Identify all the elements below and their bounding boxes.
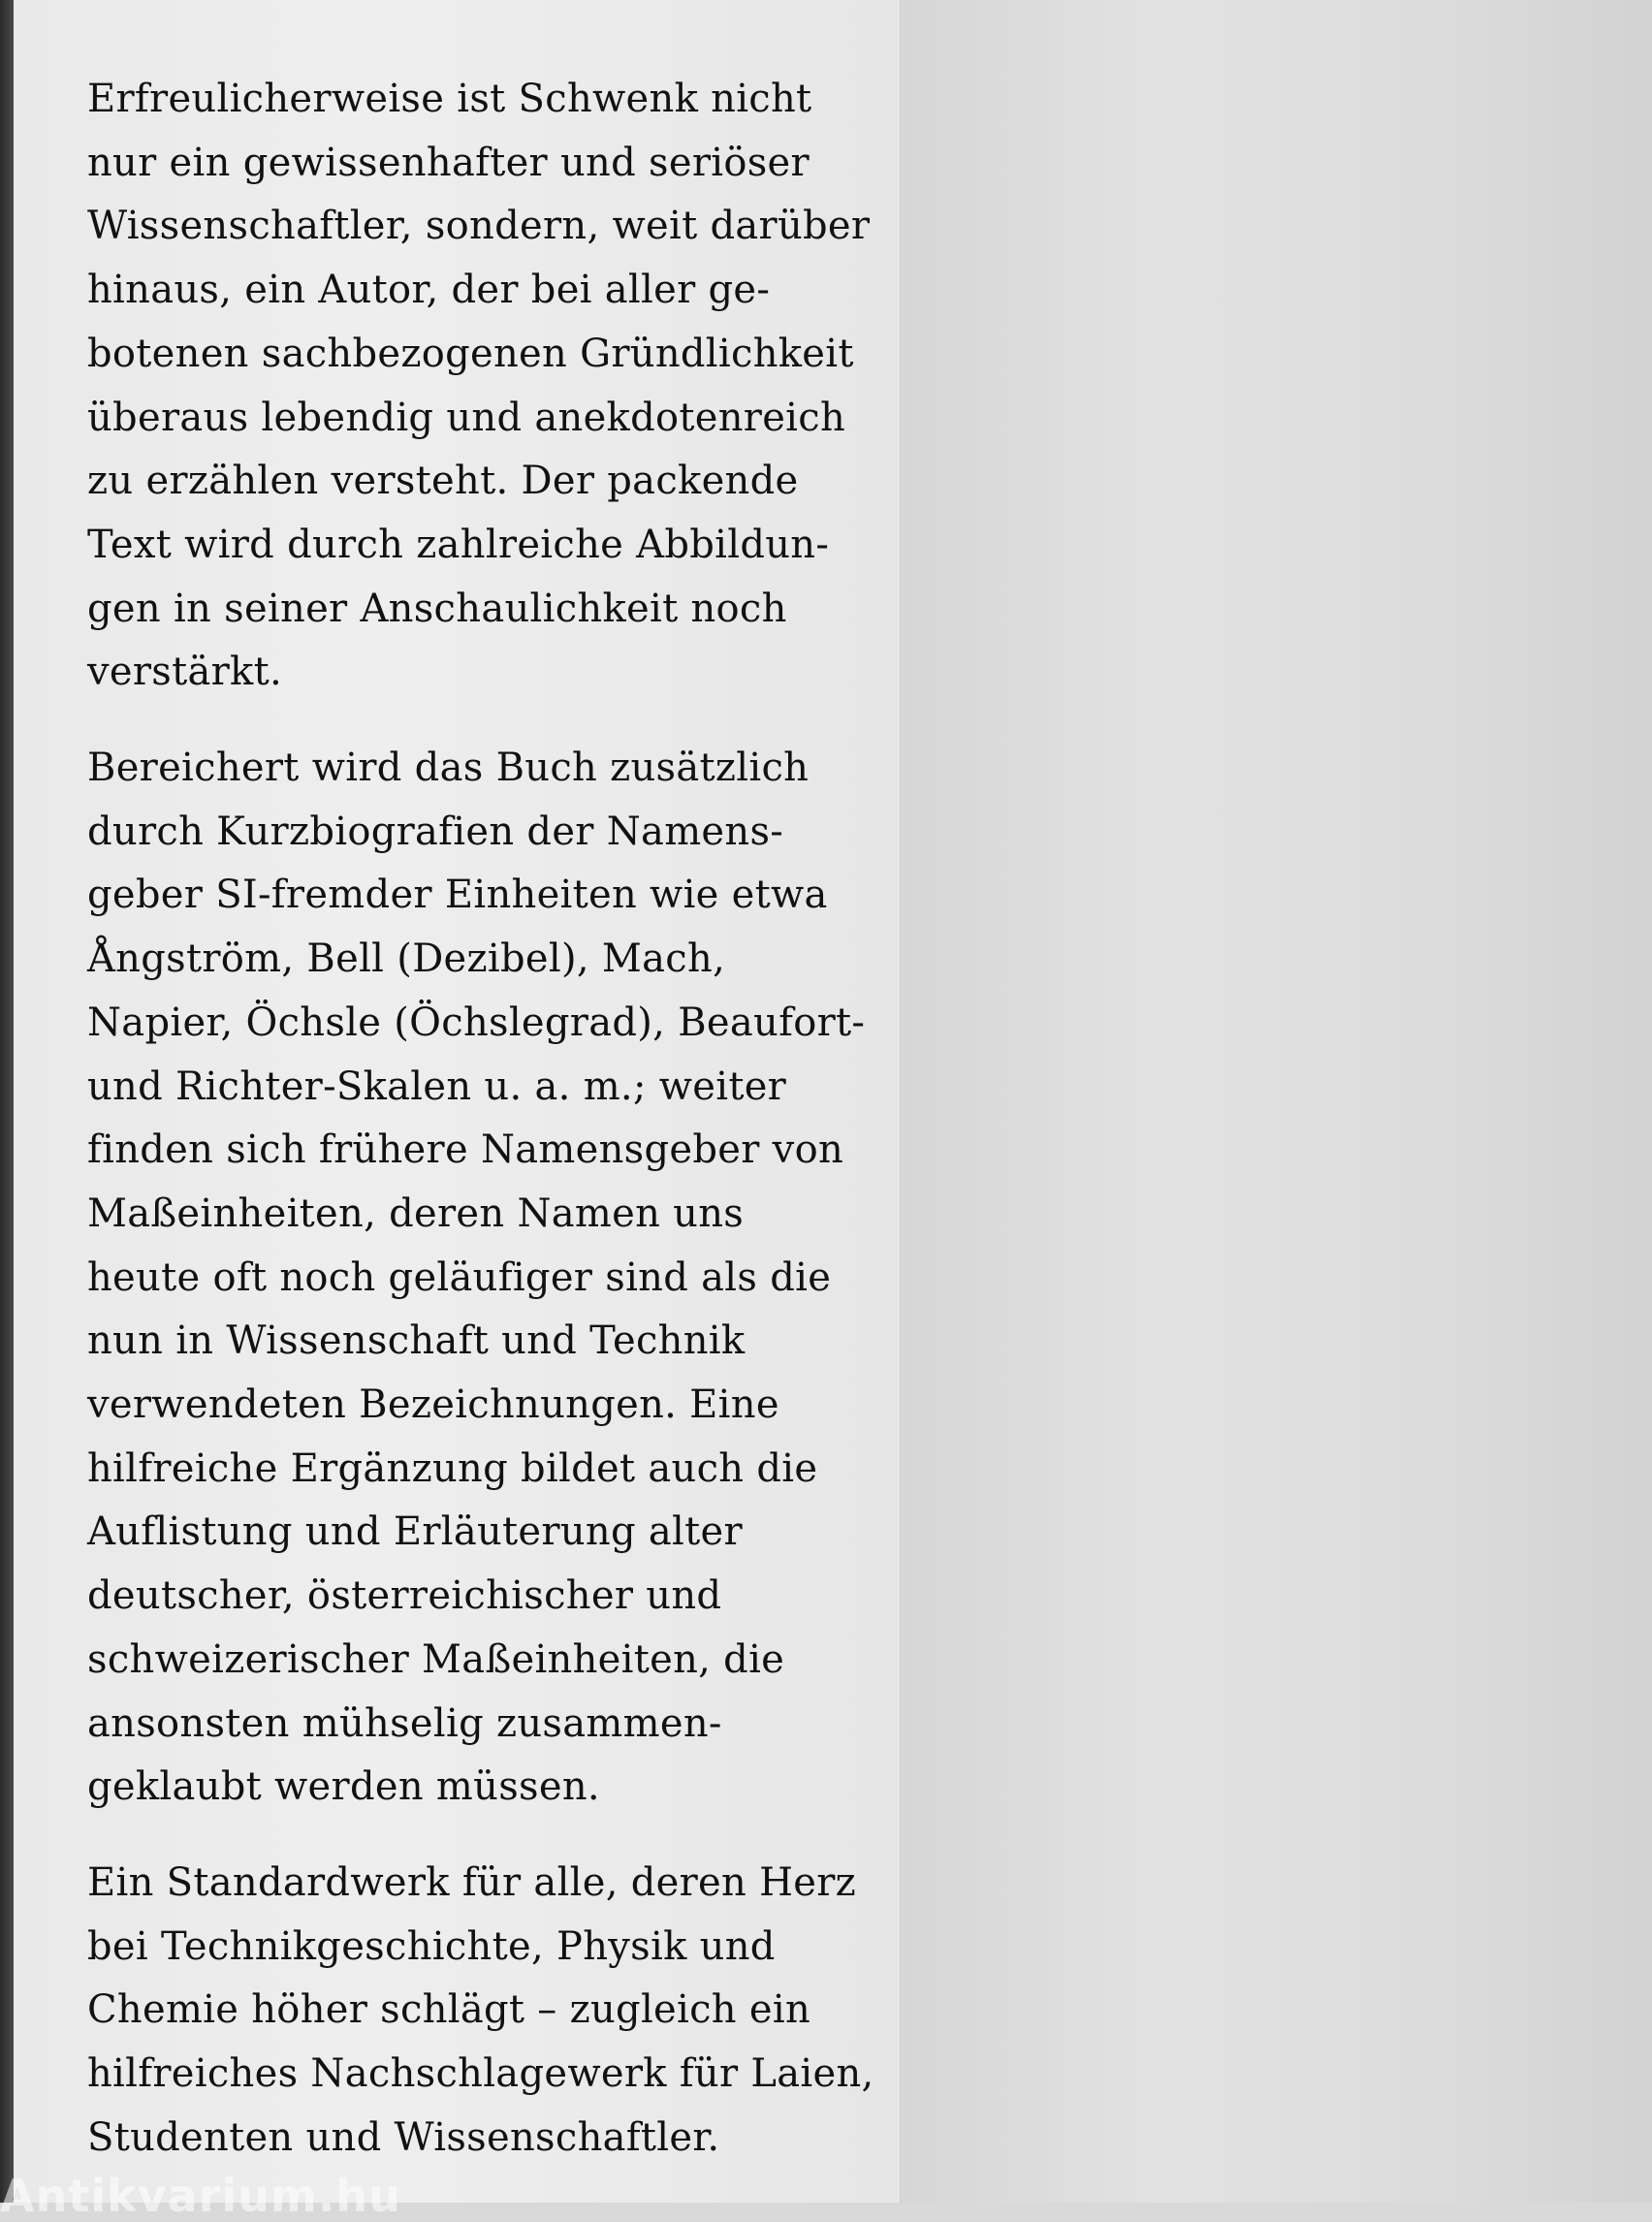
- text-line: verwendeten Bezeichnungen. Eine: [87, 1382, 779, 1428]
- text-line: Ångström, Bell (Dezibel), Mach,: [87, 936, 726, 982]
- text-line: Chemie höher schlägt – zugleich ein: [87, 1987, 811, 2033]
- text-line: finden sich frühere Namensgeber von: [87, 1127, 844, 1173]
- text-line: schweizerischer Maßeinheiten, die: [87, 1636, 785, 1682]
- text-line: heute oft noch geläufiger sind als die: [87, 1254, 832, 1300]
- text-line: ansonsten mühselig zusammen-: [87, 1700, 722, 1746]
- text-line: hinaus, ein Autor, der bei aller ge-: [87, 268, 771, 313]
- text-line: bei Technikgeschichte, Physik und: [87, 1923, 776, 1969]
- text-line: deutscher, österreichischer und: [87, 1573, 722, 1619]
- text-line: Ein Standardwerk für alle, deren Herz: [87, 1859, 857, 1905]
- text-line: Maßeinheiten, deren Namen uns: [87, 1190, 745, 1236]
- text-line: Napier, Öchsle (Öchslegrad), Beaufort-: [87, 1000, 866, 1045]
- text-line: Studenten und Wissenschaftler.: [87, 2114, 720, 2160]
- text-line: nun in Wissenschaft und Technik: [87, 1318, 746, 1364]
- text-line: und Richter-Skalen u. a. m.; weiter: [87, 1063, 787, 1109]
- text-line: Wissenschaftler, sondern, weit darüber: [87, 204, 871, 249]
- book-spine: [0, 0, 14, 2203]
- paragraph-3: [87, 1852, 874, 2171]
- paragraph-1: [87, 68, 871, 705]
- text-line: Bereichert wird das Buch zusätzlich: [87, 746, 810, 791]
- paragraph-2: [87, 737, 866, 1820]
- text-line: hilfreiche Ergänzung bildet auch die: [87, 1445, 818, 1491]
- flap-text-column: [87, 68, 874, 2203]
- text-line: verstärkt.: [87, 650, 282, 695]
- text-line: durch Kurzbiografien der Namens-: [87, 809, 784, 854]
- text-line: überaus lebendig und anekdotenreich: [87, 395, 846, 440]
- text-line: botenen sachbezogenen Gründlichkeit: [87, 331, 854, 376]
- book-flap-page: [14, 0, 900, 2203]
- text-line: Erfreulicherweise ist Schwenk nicht: [87, 77, 812, 121]
- watermark-text: Antikvarium.hu: [0, 2170, 401, 2222]
- blank-inner-page: [900, 0, 1652, 2203]
- text-line: hilfreiches Nachschlagewerk für Laien,: [87, 2051, 874, 2097]
- text-line: nur ein gewissenhafter und seriöser: [87, 140, 810, 185]
- text-line: Auflistung und Erläuterung alter: [87, 1509, 743, 1555]
- text-line: zu erzählen versteht. Der packende: [87, 459, 799, 504]
- text-line: geklaubt werden müssen.: [87, 1764, 600, 1810]
- text-line: gen in seiner Anschaulichkeit noch: [87, 586, 787, 631]
- text-line: geber SI-fremder Einheiten wie etwa: [87, 873, 828, 918]
- text-line: Text wird durch zahlreiche Abbildun-: [87, 522, 830, 567]
